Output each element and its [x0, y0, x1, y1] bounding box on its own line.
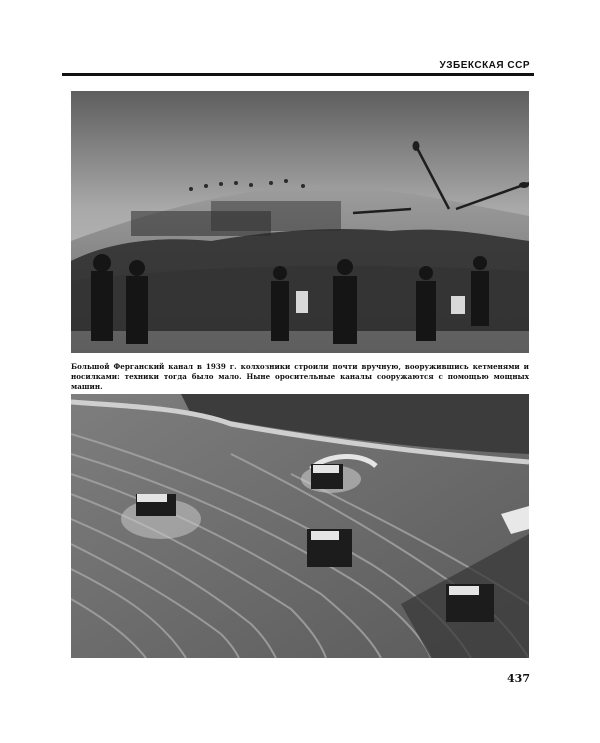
- section-title: УЗБЕКСКАЯ ССР: [439, 60, 530, 71]
- header-rule: [62, 73, 534, 76]
- page-number: 437: [507, 672, 530, 685]
- photo-bulldozers-image: [71, 394, 529, 658]
- photo-canal-construction: [71, 91, 529, 353]
- photo-bulldozers: [71, 394, 529, 658]
- photo-caption: Большой Ферганский канал в 1939 г. колхозники строили почти вручную, вооружившись кетменями и носилками: техники тогда было мало. Ныне оросительные каналы сооружаются с помощью мощных машин.: [71, 362, 529, 391]
- photo-canal-construction-image: [71, 91, 529, 353]
